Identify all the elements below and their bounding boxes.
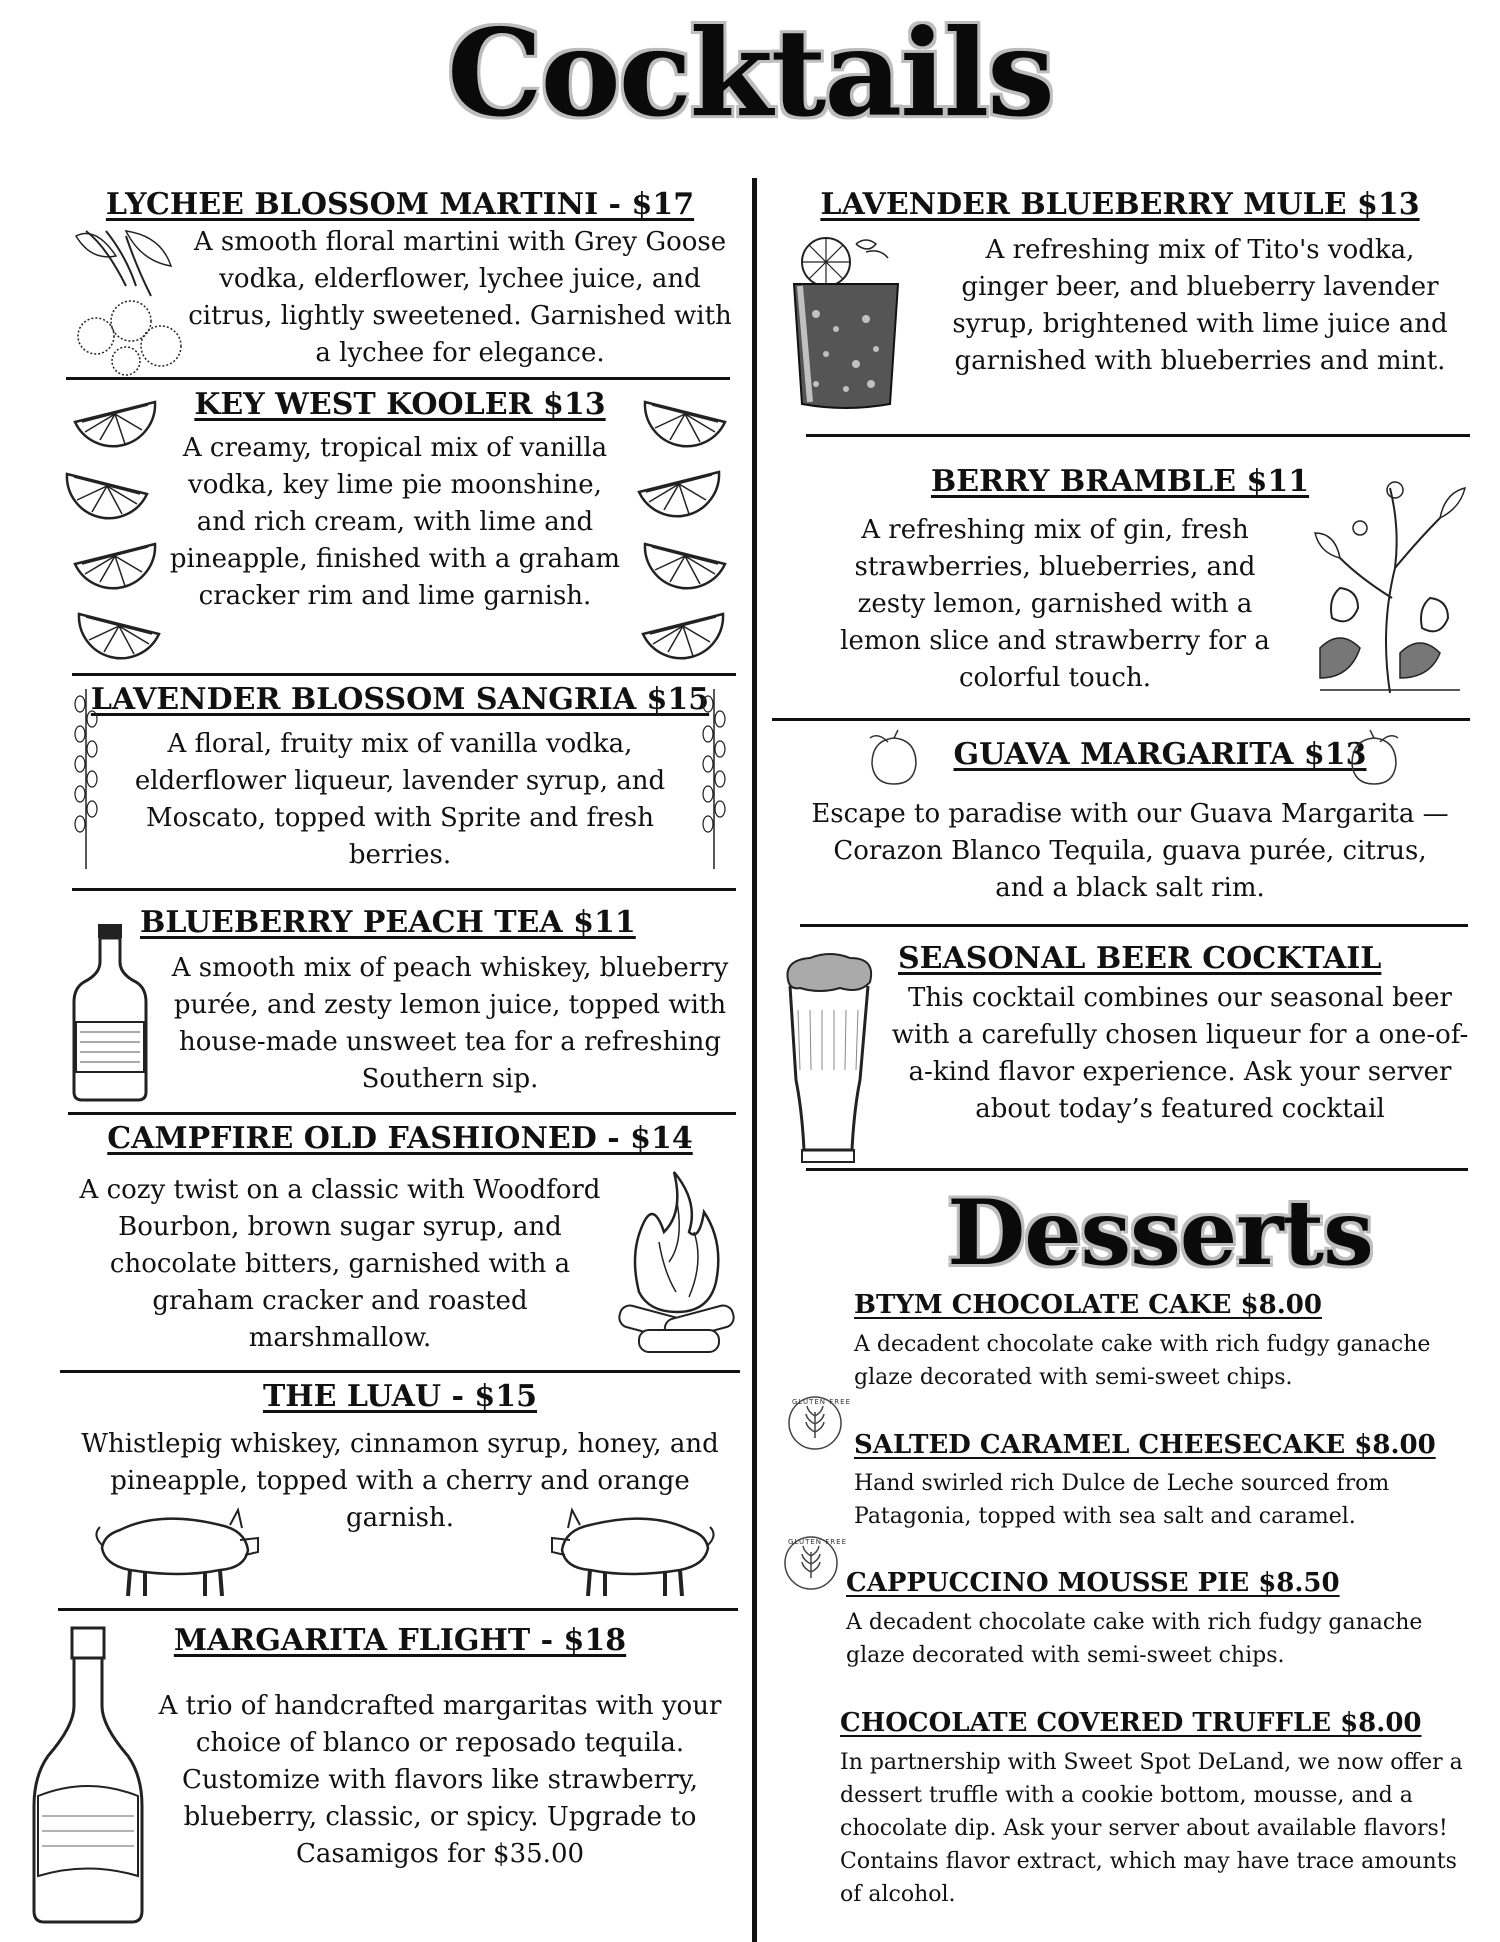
cocktail-description: This cocktail combines our seasonal beer with a carefully chosen liqueur for a one-of-a-kind flavor experience. Ask your server about today’s featured cocktail	[891, 983, 1469, 1124]
divider-line	[72, 888, 736, 891]
cocktail-name: GUAVA MARGARITA $13	[953, 737, 1367, 772]
lime-slice-icon	[74, 604, 164, 664]
divider-line	[72, 673, 736, 676]
pig-icon	[550, 1500, 720, 1600]
cocktail-description: A refreshing mix of Tito's vodka, ginger beer, and blueberry lavender syrup, brightened with lime juice and garnished with blueberries and mint.	[952, 235, 1448, 376]
strawberry-plant-icon	[1300, 478, 1470, 698]
cocktail-description: A cozy twist on a classic with Woodford Bourbon, brown sugar syrup, and chocolate bitters, garnished with a graham cracker and roasted marshmallow.	[79, 1175, 601, 1353]
lime-slice-icon	[634, 462, 724, 522]
column-divider	[752, 178, 757, 1942]
cocktail-name: LYCHEE BLOSSOM MARTINI - $17	[105, 187, 695, 222]
dessert-name: BTYM CHOCOLATE CAKE $8.00	[854, 1290, 1322, 1320]
lychee-illustration	[66, 226, 186, 376]
cocktail-description: A creamy, tropical mix of vanilla vodka, key lime pie moonshine, and rich cream, with lime and pineapple, finished with a graham cracker rim and lime garnish.	[169, 433, 621, 611]
divider-line	[58, 1608, 738, 1611]
lime-slice-icon	[640, 534, 730, 594]
divider-line	[800, 924, 1468, 927]
cocktail-name: MARGARITA FLIGHT - $18	[173, 1623, 627, 1658]
tequila-bottle-icon	[28, 1626, 148, 1926]
lime-slice-icon	[70, 534, 160, 594]
cocktail-description: A smooth floral martini with Grey Goose vodka, elderflower, lychee juice, and citrus, lightly sweetened. Garnished with a lychee for elegance.	[188, 227, 732, 368]
cocktail-name: LAVENDER BLUEBERRY MULE $13	[820, 187, 1420, 222]
divider-line	[806, 434, 1470, 437]
cocktail-name: CAMPFIRE OLD FASHIONED - $14	[107, 1121, 693, 1156]
cocktail-name: KEY WEST KOOLER $13	[194, 387, 606, 422]
lavender-sprig-icon	[66, 684, 106, 874]
dessert-name: CHOCOLATE COVERED TRUFFLE $8.00	[840, 1708, 1422, 1738]
cocktail-name: BERRY BRAMBLE $11	[930, 464, 1310, 499]
copper-mug-icon	[786, 234, 906, 414]
guava-icon	[1346, 728, 1402, 788]
gluten-free-badge	[782, 1534, 847, 1592]
dessert-description: A decadent chocolate cake with rich fudgy ganache glaze decorated with semi-sweet chips.	[854, 1332, 1431, 1390]
cocktail-description: A floral, fruity mix of vanilla vodka, elderflower liqueur, lavender syrup, and Moscato, topped with Sprite and fresh berries.	[134, 729, 666, 870]
lavender-sprig-icon	[694, 684, 734, 874]
divider-line	[60, 1370, 740, 1373]
divider-line	[772, 718, 1470, 721]
gluten-free-badge	[786, 1394, 851, 1452]
gluten-free-badge-text: GLUTEN FREE	[792, 1398, 851, 1406]
gluten-free-badge-text: GLUTEN FREE	[788, 1538, 847, 1546]
cocktail-description: Whistlepig whiskey, cinnamon syrup, honey, and pineapple, topped with a cherry and orange garnish.	[81, 1429, 719, 1533]
cocktail-description: A smooth mix of peach whiskey, blueberry purée, and zesty lemon juice, topped with house-made unsweet tea for a refreshing Southern sip.	[171, 953, 729, 1094]
divider-line	[68, 1112, 736, 1115]
divider-line	[66, 377, 730, 380]
dessert-description: A decadent chocolate cake with rich fudgy ganache glaze decorated with semi-sweet chips.	[846, 1610, 1423, 1668]
cocktail-name: THE LUAU - $15	[262, 1379, 538, 1414]
cocktail-description: A trio of handcrafted margaritas with your choice of blanco or reposado tequila. Customize with flavors like strawberry, blueberry, classic, or spicy. Upgrade to Casamigos for $35.00	[158, 1691, 722, 1869]
lime-slice-icon	[70, 392, 160, 452]
divider-line	[806, 1168, 1468, 1171]
lime-slice-icon	[638, 604, 728, 664]
desserts-title: Desserts	[947, 1180, 1373, 1286]
pig-icon	[90, 1500, 260, 1600]
cocktail-description: Escape to paradise with our Guava Margarita —Corazon Blanco Tequila, guava purée, citrus, and a black salt rim.	[811, 799, 1449, 903]
dessert-name: CAPPUCCINO MOUSSE PIE $8.50	[846, 1568, 1340, 1598]
dessert-description: Hand swirled rich Dulce de Leche sourced from Patagonia, topped with sea salt and caramel.	[854, 1471, 1390, 1529]
page-title: Cocktails	[447, 3, 1053, 144]
cocktail-name: LAVENDER BLOSSOM SANGRIA $15	[90, 682, 710, 717]
guava-icon	[866, 728, 922, 788]
whiskey-bottle-icon	[70, 922, 150, 1102]
dessert-description: In partnership with Sweet Spot DeLand, we now offer a dessert truffle with a cookie bottom, mousse, and a chocolate dip. Ask your server about available flavors! Contains flavor extract, which may have trace amounts of alcohol.	[840, 1750, 1463, 1907]
cocktail-description: A refreshing mix of gin, fresh strawberries, blueberries, and zesty lemon, garnished with a lemon slice and strawberry for a colorful touch.	[840, 515, 1270, 693]
cocktail-name: BLUEBERRY PEACH TEA $11	[140, 905, 636, 940]
cocktail-name: SEASONAL BEER COCKTAIL	[898, 941, 1382, 976]
campfire-icon	[614, 1162, 740, 1362]
lime-slice-icon	[640, 392, 730, 452]
dessert-name: SALTED CARAMEL CHEESECAKE $8.00	[854, 1430, 1436, 1460]
beer-glass-icon	[780, 950, 876, 1166]
lime-slice-icon	[62, 464, 152, 524]
